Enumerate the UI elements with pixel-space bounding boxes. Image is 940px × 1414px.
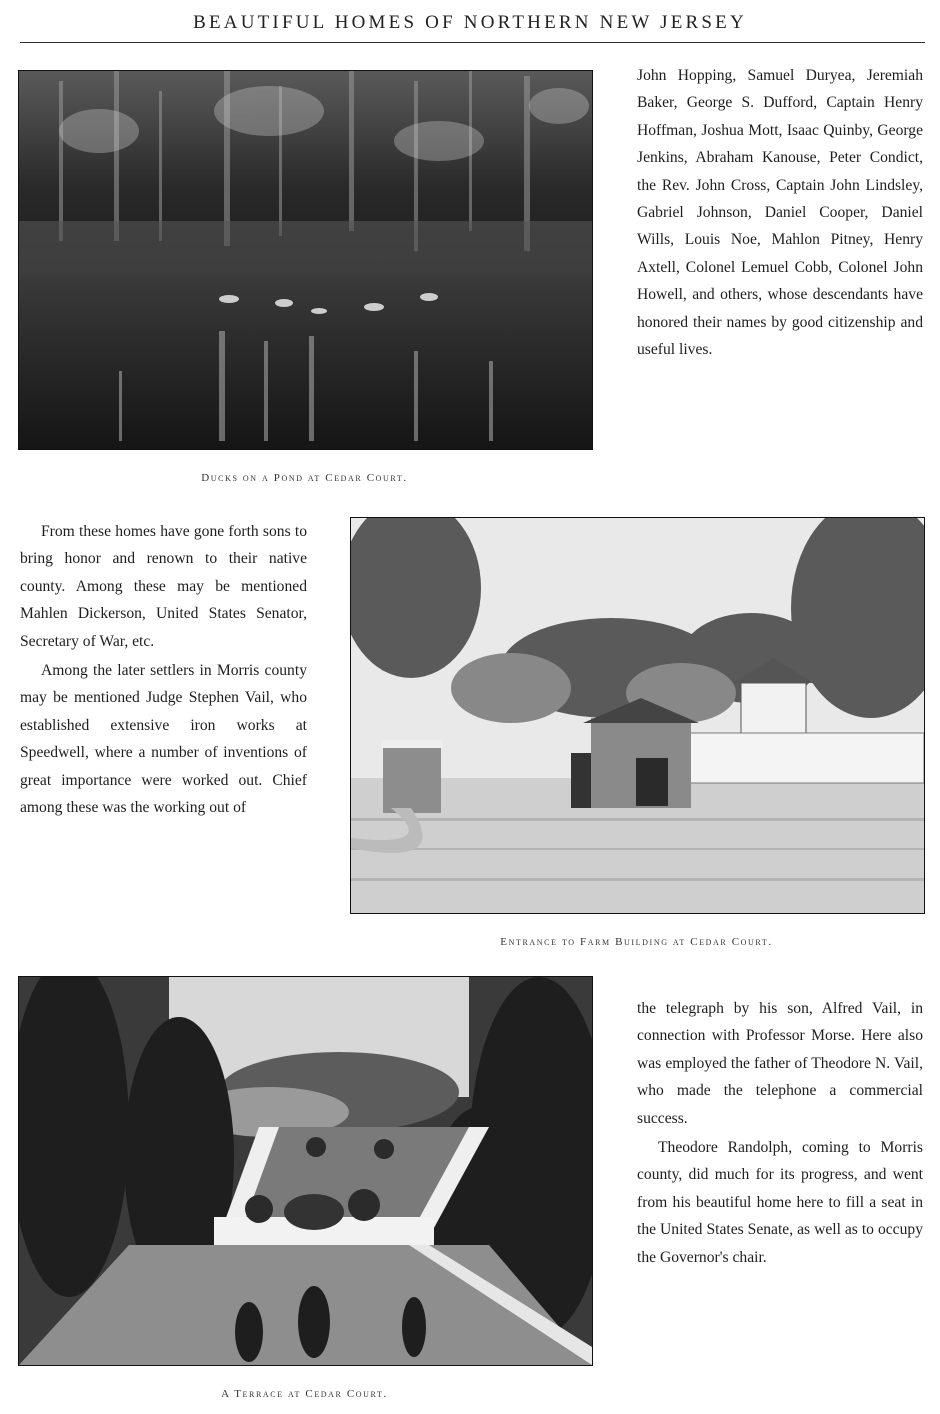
text-column-top-right (637, 62, 923, 363)
caption-entrance-farm-building: Entrance to Farm Building at Cedar Court. (500, 936, 773, 948)
photo-entrance-farm-building (350, 517, 925, 914)
caption-terrace: A Terrace at Cedar Court. (221, 1388, 388, 1400)
paragraph-later-settlers: Among the later settlers in Morris county may be mentioned Judge Stephen Vail, who established extensive iron works at Speedwell, where a number of inventions of great importance were worked out. Chief among these was the working out of (20, 662, 307, 817)
running-head: BEAUTIFUL HOMES OF NORTHERN NEW JERSEY (193, 12, 747, 33)
photo-ducks-on-pond (18, 70, 593, 450)
paragraph-theodore-randolph: Theodore Randolph, coming to Morris county, did much for its progress, and went from his beautiful home here to fill a seat in the United States Senate, as well as to occupy the Governor's chair. (637, 1139, 923, 1266)
paragraph-telegraph: the telegraph by his son, Alfred Vail, in connection with Professor Morse. Here also was employed the father of Theodore N. Vail, who made the telephone a commercial success. (637, 1000, 923, 1127)
paragraph-sons-honor: From these homes have gone forth sons to bring honor and renown to their native county. Among these may be mentioned Mahlen Dickerson, United States Senator, Secretary of War, etc. (20, 523, 307, 650)
caption-ducks-on-pond: Ducks on a Pond at Cedar Court. (201, 472, 408, 484)
text-column-middle-left (20, 518, 307, 821)
text-column-bottom-right (637, 995, 923, 1271)
header-rule (20, 42, 925, 43)
paragraph-settlers-list: John Hopping, Samuel Duryea, Jeremiah Baker, George S. Dufford, Captain Henry Hoffman, Joshua Mott, Isaac Quinby, George Jenkins, Abraham Kanouse, Peter Condict, the Rev. John Cross, Captain John Lindsley, Gabriel Johnson, Daniel Cooper, Daniel Wills, Louis Noe, Mahlon Pitney, Henry Axtell, Colonel Lemuel Cobb, Colonel John Howell, and others, whose descendants have honored their names by good citizenship and useful lives. (637, 67, 923, 359)
photo-terrace (18, 976, 593, 1366)
